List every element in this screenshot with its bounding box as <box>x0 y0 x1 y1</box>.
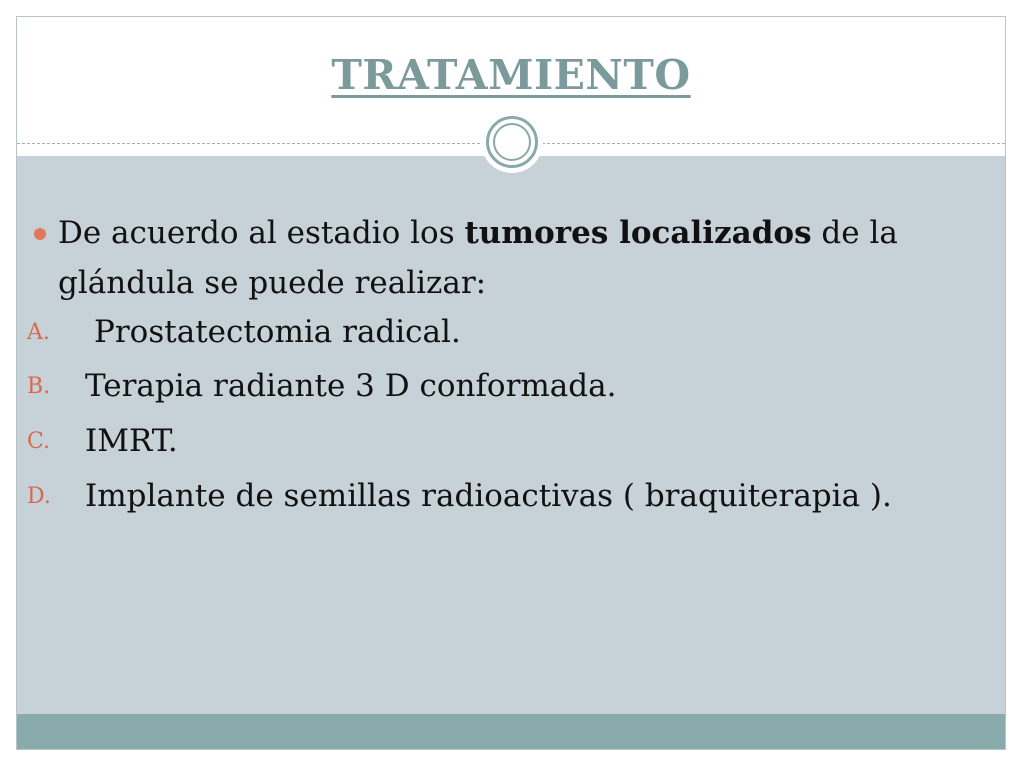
intro-text: De acuerdo al estadio los <box>58 215 465 251</box>
list-item-text: IMRT. <box>85 423 178 459</box>
intro-bold-text: tumores localizados <box>464 215 812 251</box>
ornament-outer-ring <box>486 116 538 168</box>
list-item-text: Implante de semillas radioactivas ( braquiterapia ). <box>85 478 892 514</box>
list-item-letter: C. <box>27 429 51 454</box>
circle-ornament-icon <box>481 111 543 173</box>
list-item <box>27 423 178 459</box>
bullet-paragraph <box>34 208 954 308</box>
list-item-text: Prostatectomia radical. <box>94 314 461 350</box>
intro-text-end: de la glándula se puede realizar: <box>58 215 898 301</box>
list-item <box>27 478 892 514</box>
list-item-text: Terapia radiante 3 D conformada. <box>85 368 617 404</box>
bullet-text <box>58 208 954 308</box>
list-item-letter: A. <box>27 320 50 345</box>
ornament-inner-ring <box>493 123 531 161</box>
list-item <box>27 314 461 350</box>
slide-title: TRATAMIENTO <box>331 51 691 99</box>
bullet-dot-icon <box>34 228 46 240</box>
footer-bar <box>17 714 1005 749</box>
list-item-letter: D. <box>27 484 51 509</box>
list-item-letter: B. <box>27 374 51 399</box>
list-item <box>27 368 616 404</box>
